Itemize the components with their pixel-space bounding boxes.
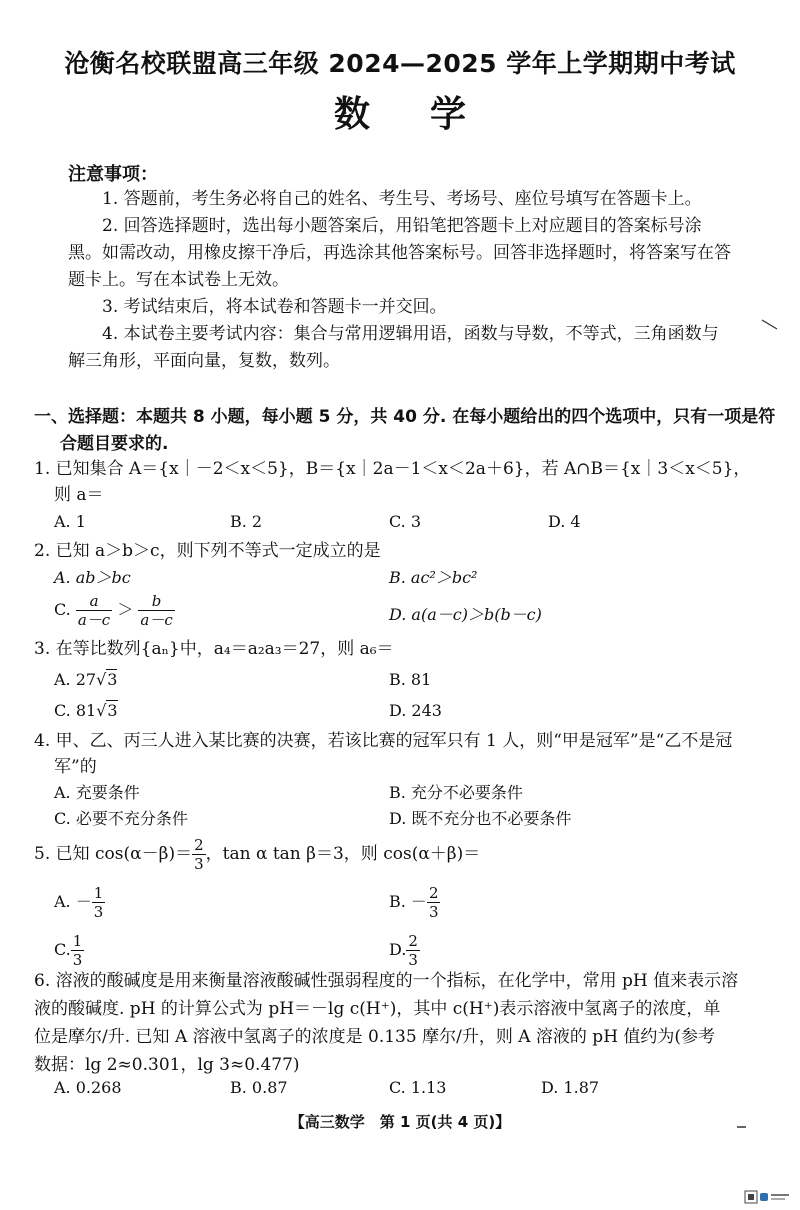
q5-b-den: 3 (428, 903, 439, 921)
question-4-stem: 4. 甲、乙、丙三人进入某比赛的决赛，若该比赛的冠军只有 1 人，则“甲是冠军”是“乙不是冠 (34, 731, 733, 751)
q5-a-den: 3 (93, 903, 104, 921)
q4-option-c: C. 必要不充分条件 (54, 809, 188, 828)
q2-option-c (54, 592, 175, 629)
notice-heading: 注意事项： (68, 164, 158, 185)
q6-option-a: A. 0.268 (54, 1078, 122, 1097)
stray-mark (760, 318, 780, 332)
q3-option-a-radicand: 3 (107, 670, 118, 689)
q5-option-d-fraction (406, 932, 420, 969)
q5-d-num: 2 (408, 932, 418, 950)
notice-item-1: 1. 答题前，考生务必将自己的姓名、考生号、考场号、座位号填写在答题卡上。 (102, 189, 702, 209)
q5-option-d-text: D. (389, 940, 407, 959)
q5-option-a-text: A. － (54, 892, 92, 911)
page-footer: 【高三数学 第 1 页(共 4 页)】 (289, 1113, 511, 1131)
q2-gt-sign: ＞ (117, 600, 134, 619)
q3-option-b: B. 81 (389, 670, 432, 689)
q1-option-a: A. 1 (54, 512, 86, 531)
q5-c-num: 1 (72, 932, 83, 950)
q5-stem-b: ，tan α tan β＝3，则 cos(α＋β)＝ (205, 844, 481, 864)
q2-option-b: B. ac²＞bc² (389, 568, 478, 587)
q6-option-c: C. 1.13 (389, 1078, 447, 1097)
q2-option-d: D. a(a－c)＞b(b－c) (389, 605, 542, 624)
question-4-stem-2: 军”的 (54, 757, 97, 777)
q5-c-den: 3 (72, 951, 83, 969)
q2-option-c-label: C. (54, 600, 71, 619)
q4-option-d: D. 既不充分也不必要条件 (389, 809, 572, 828)
q5-stem-fraction (192, 836, 206, 873)
exam-title: 沧衡名校联盟高三年级 2024—2025 学年上学期期中考试 (64, 49, 736, 78)
q6-option-b: B. 0.87 (230, 1078, 288, 1097)
q5-stem-den: 3 (194, 855, 204, 873)
section-heading: 一、选择题：本题共 8 小题，每小题 5 分，共 40 分. 在每小题给出的四个选项中，只有一项是符合题目要求的. (34, 407, 776, 454)
q3-option-c-text: C. 81 (54, 701, 97, 720)
scanner-qr-icon (744, 1190, 792, 1204)
q5-option-b (389, 884, 440, 921)
q5-b-num: 2 (428, 884, 439, 902)
q5-option-b-text: B. － (389, 892, 427, 911)
q3-option-c-radicand: 3 (107, 701, 118, 720)
q3-option-a (54, 670, 117, 689)
q5-option-c-text: C. (54, 940, 71, 959)
stray-dash (736, 1124, 748, 1130)
q2-fraction-2 (138, 592, 174, 629)
sqrt-icon: √ (96, 701, 107, 720)
q5-stem-num: 2 (194, 836, 204, 854)
question-6-line-4: 数据：lg 2≈0.301，lg 3≈0.477) (34, 1055, 300, 1075)
q2-frac1-num: a (76, 592, 112, 611)
q6-option-d: D. 1.87 (541, 1078, 600, 1097)
question-6-line-1: 6. 溶液的酸碱度是用来衡量溶液酸碱性强弱程度的一个指标，在化学中，常用 pH 值来表示溶 (34, 971, 739, 991)
q3-option-a-text: A. 27 (54, 670, 97, 689)
question-3-stem: 3. 在等比数列{aₙ}中，a₄＝a₂a₃＝27，则 a₆＝ (34, 639, 394, 659)
q4-option-b: B. 充分不必要条件 (389, 783, 523, 802)
q4-option-a: A. 充要条件 (54, 783, 140, 802)
q3-option-d: D. 243 (389, 701, 442, 720)
q3-option-c (54, 701, 118, 720)
q2-frac2-den: a－c (140, 611, 173, 629)
q2-option-a: A. ab＞bc (54, 568, 131, 587)
question-1-stem: 1. 已知集合 A＝{x｜－2＜x＜5}，B＝{x｜2a－1＜x＜2a＋6}，若 A∩B＝{x｜3＜x＜5}， (34, 459, 751, 479)
q5-a-num: 1 (93, 884, 104, 902)
question-4-stem-cont (34, 754, 764, 780)
q2-fraction-1 (76, 592, 112, 629)
notice-item-4: 4. 本试卷主要考试内容：集合与常用逻辑用语，函数与导数，不等式，三角函数与解三角形，平面向量，复数，数列。 (68, 324, 719, 371)
subject-title: 数学 (333, 94, 526, 135)
q5-option-c-fraction (71, 932, 85, 969)
q5-option-a-fraction (92, 884, 106, 921)
q5-option-b-fraction (427, 884, 441, 921)
question-5-stem (34, 836, 764, 873)
question-1-stem-cont (34, 482, 764, 508)
notice-item-2: 2. 回答选择题时，选出每小题答案后，用铅笔把答题卡上对应题目的答案标号涂黑。如需改动，用橡皮擦干净后，再选涂其他答案标号。回答非选择题时，将答案写在答题卡上。写在本试卷上无效。 (68, 216, 731, 290)
question-1-stem-2: 则 a＝ (54, 485, 104, 505)
notice-item-3: 3. 考试结束后，将本试卷和答题卡一并交回。 (102, 297, 447, 317)
q1-option-d: D. 4 (548, 512, 581, 531)
q5-option-a (54, 884, 105, 921)
q2-frac2-num: b (138, 592, 174, 611)
question-6-line-3: 位是摩尔/升. 已知 A 溶液中氢离子的浓度是 0.135 摩尔/升，则 A 溶液的 pH 值约为(参考 (34, 1027, 716, 1047)
question-2-stem: 2. 已知 a＞b＞c，则下列不等式一定成立的是 (34, 541, 381, 561)
q2-frac1-den: a－c (77, 611, 111, 629)
q5-d-den: 3 (408, 951, 418, 969)
q1-option-c: C. 3 (389, 512, 422, 531)
q5-stem-a: 5. 已知 cos(α－β)＝ (34, 844, 193, 864)
q5-option-d (389, 932, 420, 969)
q1-option-b: B. 2 (230, 512, 263, 531)
sqrt-icon: √ (96, 670, 107, 689)
q5-option-c (54, 932, 84, 969)
question-6-line-2: 液的酸碱度. pH 的计算公式为 pH＝－lg c(H⁺)，其中 c(H⁺)表示溶液中氢离子的浓度，单 (34, 999, 721, 1019)
